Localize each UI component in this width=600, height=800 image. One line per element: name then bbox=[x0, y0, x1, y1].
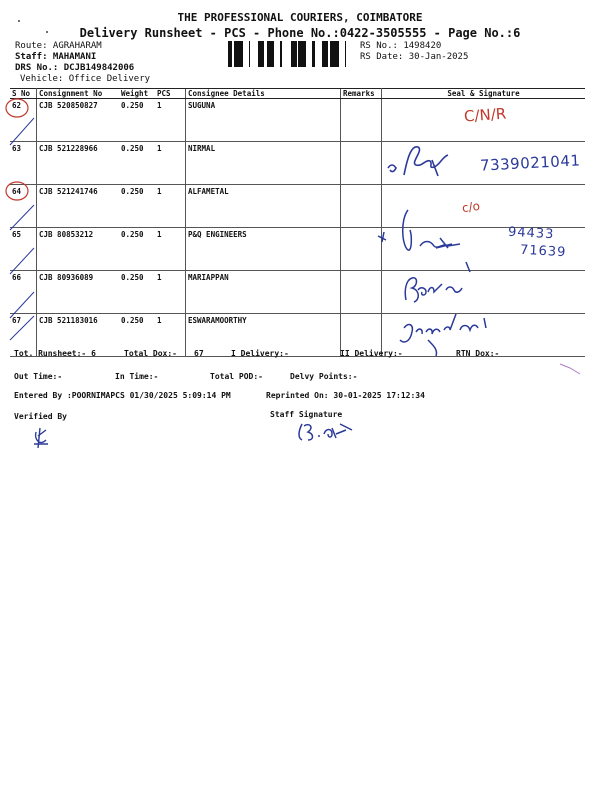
consignment-number: CJB 80853212 bbox=[37, 228, 120, 271]
barcode-bar bbox=[228, 41, 231, 67]
barcode-bar bbox=[304, 41, 306, 67]
barcode-bar bbox=[322, 41, 324, 67]
barcode-bar bbox=[261, 41, 262, 67]
consignee-name: NIRMAL bbox=[186, 142, 341, 185]
barcode-bar bbox=[270, 41, 273, 67]
weight-value: 0.250 bbox=[119, 271, 155, 314]
column-header: Consignee Details bbox=[186, 89, 341, 99]
serial-number: 63 bbox=[10, 142, 37, 185]
pcs-value: 1 bbox=[155, 99, 186, 142]
drs-number: DRS No.: DCJB149842006 bbox=[15, 63, 135, 73]
total-runsheet: Tot. Runsheet:- 6 bbox=[14, 349, 96, 358]
column-header: Weight bbox=[119, 89, 155, 99]
column-header: S No bbox=[10, 89, 37, 99]
barcode-bar bbox=[234, 41, 237, 67]
barcode-bar bbox=[324, 41, 327, 67]
barcode-bar bbox=[238, 41, 240, 67]
rtn-dox: RTN Dox:- bbox=[456, 349, 500, 358]
total-dox-label: Total Dox:- bbox=[124, 349, 177, 358]
runsheet-table bbox=[10, 88, 585, 357]
weight-value: 0.250 bbox=[119, 185, 155, 228]
ii-delivery: II Delivery:- bbox=[340, 349, 403, 358]
consignment-number: CJB 521241746 bbox=[37, 185, 120, 228]
verified-by-label: Verified By bbox=[14, 412, 67, 421]
total-dox-value: 67 bbox=[194, 349, 204, 358]
serial-number: 67 bbox=[10, 314, 37, 357]
barcode-bar bbox=[262, 41, 264, 67]
column-header: Seal & Signature bbox=[382, 89, 586, 99]
barcode-bar bbox=[303, 41, 304, 67]
barcode-bar bbox=[237, 41, 238, 67]
barcode-bar bbox=[327, 41, 328, 67]
barcode-bar bbox=[334, 41, 336, 67]
weight-value: 0.250 bbox=[119, 314, 155, 357]
column-header: Consignment No bbox=[37, 89, 120, 99]
pcs-value: 1 bbox=[155, 271, 186, 314]
reprinted-on: Reprinted On: 30-01-2025 17:12:34 bbox=[266, 391, 425, 400]
consignee-name: ALFAMETAL bbox=[186, 185, 341, 228]
remarks-cell bbox=[341, 271, 382, 314]
consignee-name: SUGUNA bbox=[186, 99, 341, 142]
column-header: Remarks bbox=[341, 89, 382, 99]
total-pod: Total POD:- bbox=[210, 372, 263, 381]
stray-mark bbox=[560, 364, 580, 374]
pcs-value: 1 bbox=[155, 142, 186, 185]
table-row bbox=[10, 228, 585, 271]
pcs-value: 1 bbox=[155, 228, 186, 271]
staff-label: Staff: MAHAMANI bbox=[15, 52, 97, 62]
weight-value: 0.250 bbox=[119, 142, 155, 185]
barcode-bar bbox=[333, 41, 334, 67]
rs-number: RS No.: 1498420 bbox=[360, 41, 442, 51]
barcode-bar bbox=[294, 41, 297, 67]
document-subtitle: Delivery Runsheet - PCS - Phone No.:0422-3505555 - Page No.:6 bbox=[79, 26, 521, 40]
remarks-cell bbox=[341, 185, 382, 228]
remarks-cell bbox=[341, 142, 382, 185]
barcode-bar bbox=[345, 41, 346, 67]
remarks-cell bbox=[341, 228, 382, 271]
column-header: PCS bbox=[155, 89, 186, 99]
table-row bbox=[10, 271, 585, 314]
barcode-bar bbox=[240, 41, 243, 67]
barcode-bar bbox=[258, 41, 261, 67]
verified-by-signature bbox=[34, 428, 48, 448]
barcode-bar bbox=[298, 41, 300, 67]
barcode-bar bbox=[312, 41, 315, 67]
barcode-bar bbox=[291, 41, 292, 67]
barcode-bar bbox=[280, 41, 282, 67]
consignment-number: CJB 521183016 bbox=[37, 314, 120, 357]
serial-number: 65 bbox=[10, 228, 37, 271]
barcode bbox=[228, 41, 354, 67]
barcode-bar bbox=[336, 41, 339, 67]
serial-number: 62 bbox=[10, 99, 37, 142]
handwritten-remark-cnr: C/N/R bbox=[463, 104, 507, 126]
barcode-bar bbox=[249, 41, 250, 67]
consignee-name: P&Q ENGINEERS bbox=[186, 228, 341, 271]
vehicle-label: Vehicle: Office Delivery bbox=[20, 74, 151, 84]
consignee-name: ESWARAMOORTHY bbox=[186, 314, 341, 357]
table-header-row bbox=[10, 89, 585, 99]
pcs-value: 1 bbox=[155, 314, 186, 357]
consignment-number: CJB 521228966 bbox=[37, 142, 120, 185]
handwritten-number-2: 71639 bbox=[519, 242, 567, 261]
entered-by: Entered By :POORNIMAPCS 01/30/2025 5:09:14 PM bbox=[14, 391, 231, 400]
barcode-bar bbox=[267, 41, 268, 67]
consignment-number: CJB 520850827 bbox=[37, 99, 120, 142]
serial-number: 64 bbox=[10, 185, 37, 228]
serial-number: 66 bbox=[10, 271, 37, 314]
barcode-bar bbox=[231, 41, 232, 67]
document-title: THE PROFESSIONAL COURIERS, COIMBATORE bbox=[177, 11, 423, 24]
barcode-bar bbox=[330, 41, 333, 67]
i-delivery: I Delivery:- bbox=[231, 349, 289, 358]
barcode-bar bbox=[273, 41, 274, 67]
barcode-bar bbox=[300, 41, 303, 67]
barcode-bar bbox=[268, 41, 270, 67]
signature-cell bbox=[382, 185, 586, 228]
route-label: Route: AGRAHARAM bbox=[15, 41, 102, 51]
handwritten-number-1: 94433 bbox=[507, 224, 555, 243]
consignment-number: CJB 80936089 bbox=[37, 271, 120, 314]
in-time: In Time:- bbox=[115, 372, 159, 381]
pcs-value: 1 bbox=[155, 185, 186, 228]
weight-value: 0.250 bbox=[119, 99, 155, 142]
delivery-points: Delvy Points:- bbox=[290, 372, 358, 381]
remarks-cell bbox=[341, 99, 382, 142]
consignee-name: MARIAPPAN bbox=[186, 271, 341, 314]
handwritten-code: c/o bbox=[461, 198, 481, 216]
out-time: Out Time:- bbox=[14, 372, 63, 381]
barcode-bar bbox=[292, 41, 294, 67]
staff-signature-label: Staff Signature bbox=[270, 410, 343, 419]
staff-signature-mark bbox=[299, 424, 352, 440]
signature-cell bbox=[382, 271, 586, 314]
table-row bbox=[10, 185, 585, 228]
rs-date: RS Date: 30-Jan-2025 bbox=[360, 52, 469, 62]
handwritten-phone: 7339021041 bbox=[479, 151, 581, 175]
weight-value: 0.250 bbox=[119, 228, 155, 271]
